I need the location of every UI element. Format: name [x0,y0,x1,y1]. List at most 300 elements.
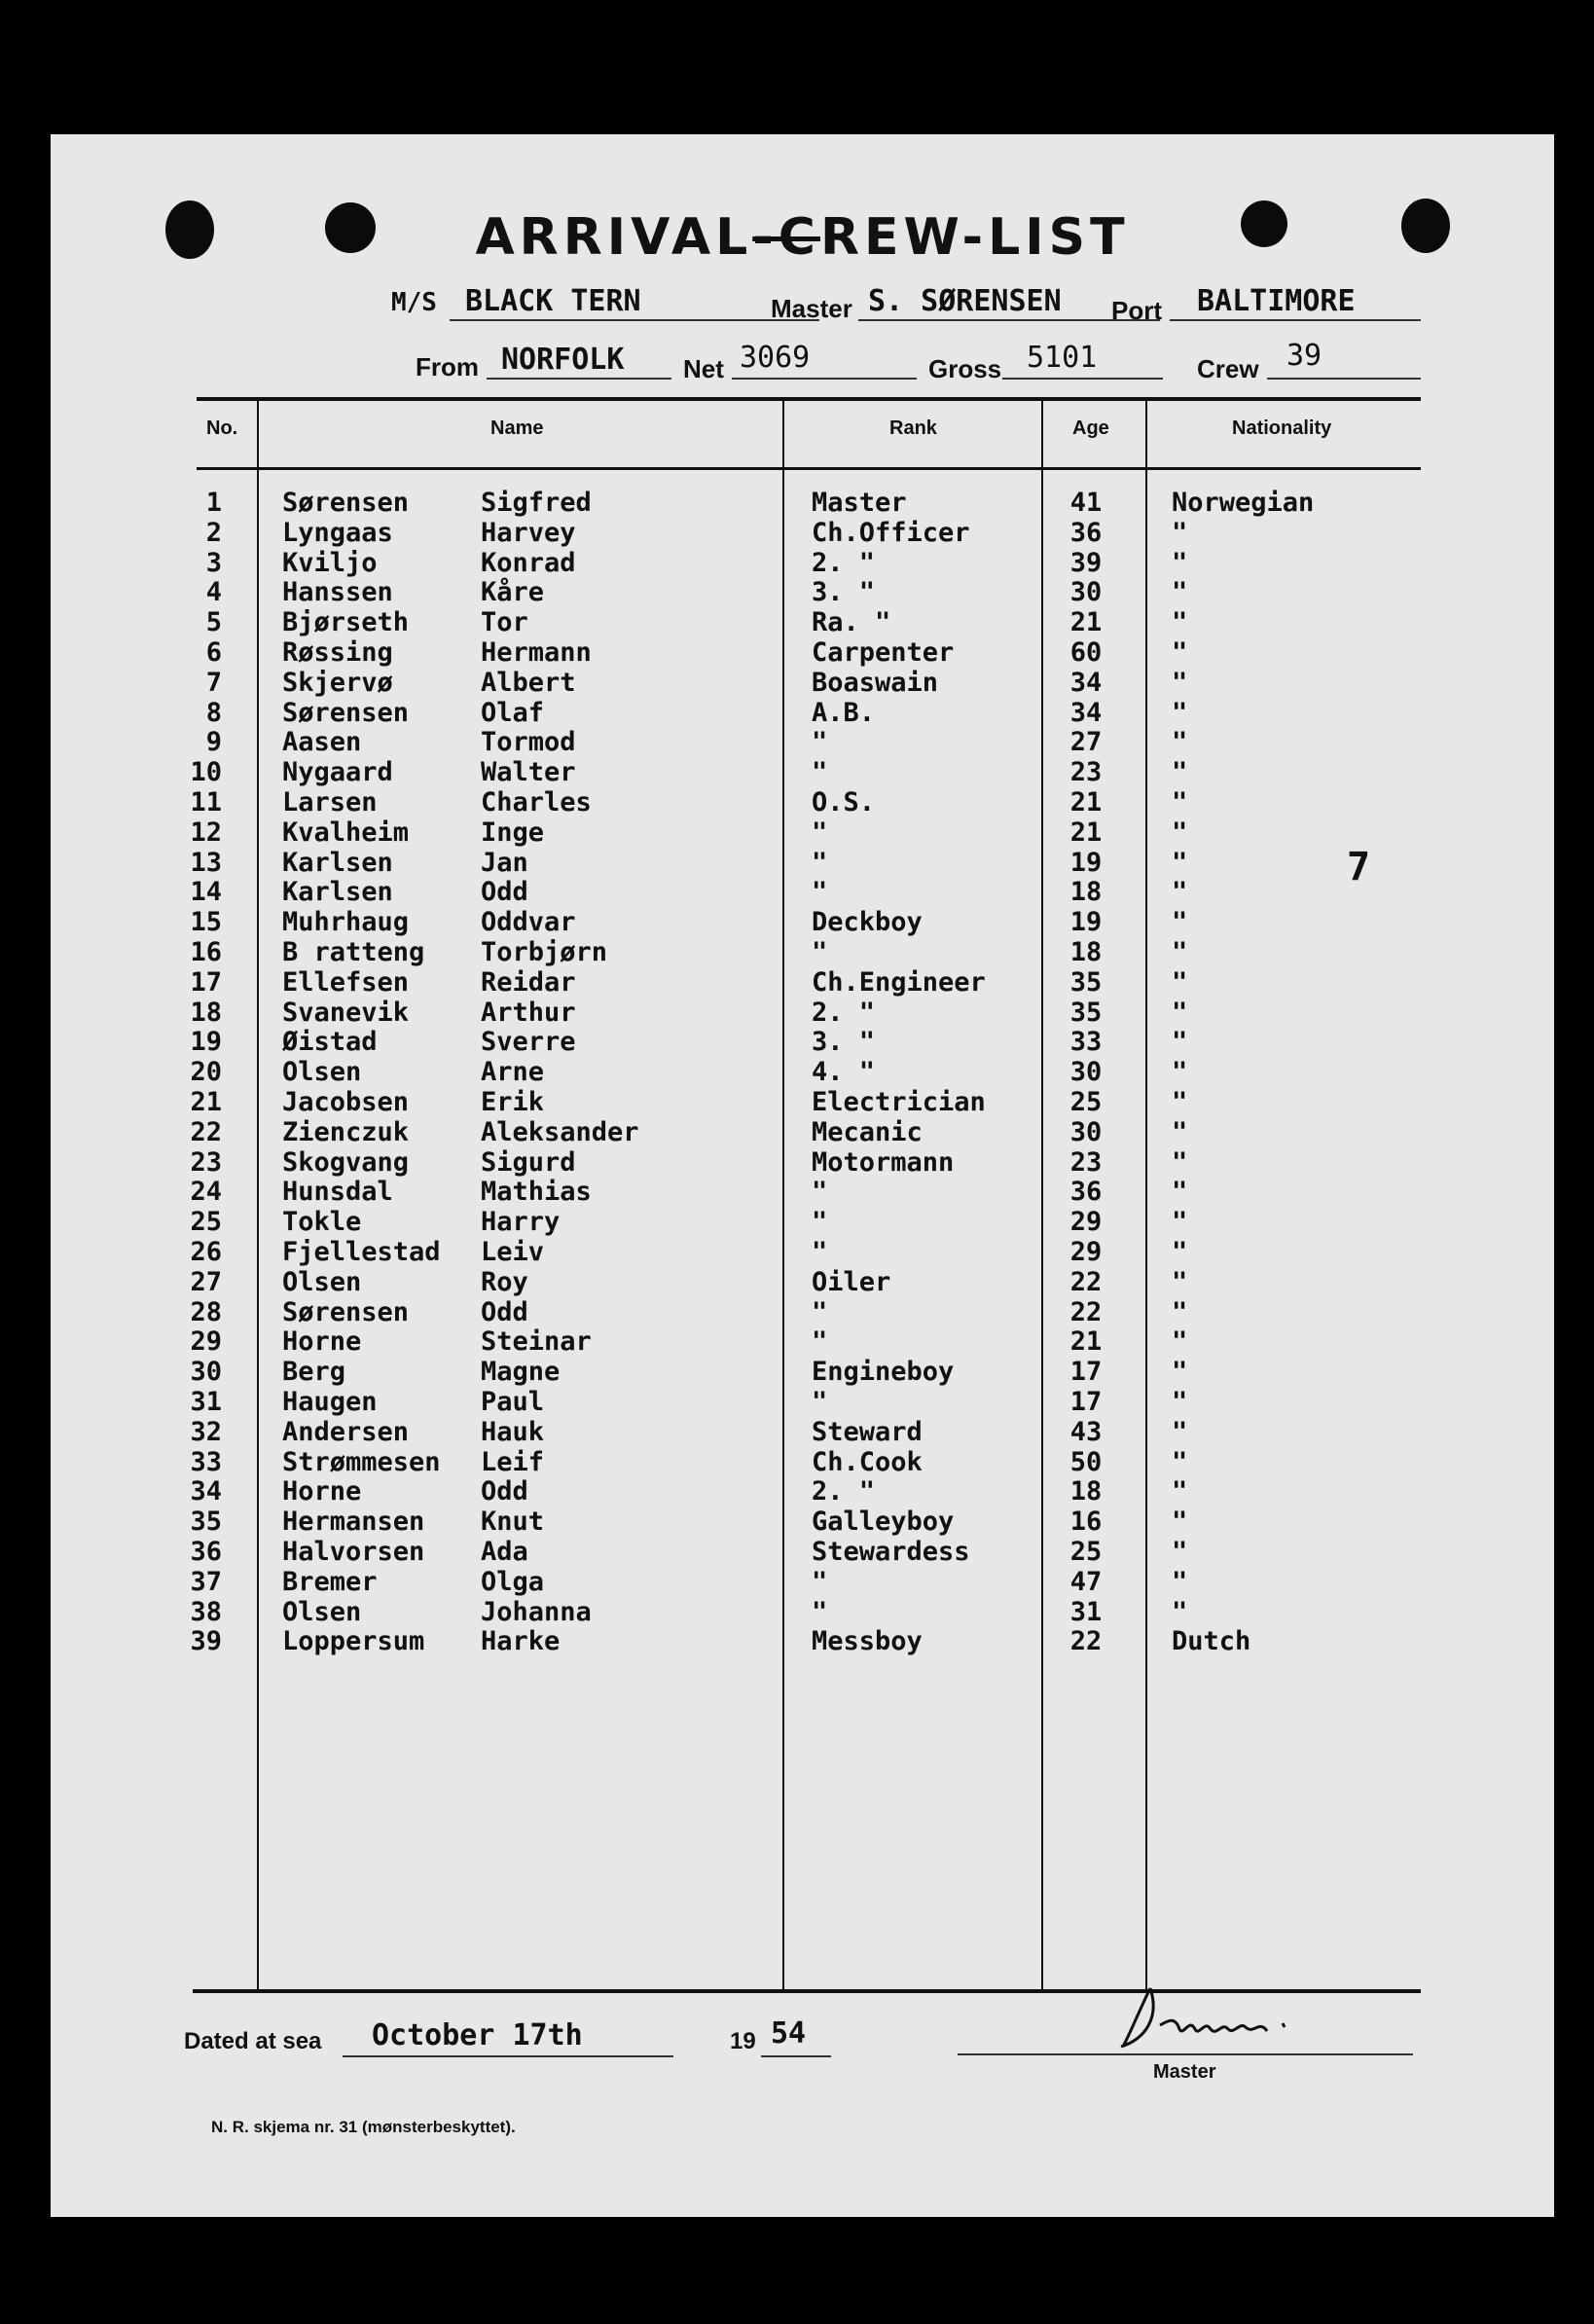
crew-row [51,1177,1554,1207]
row-given-name: Ada [481,1537,528,1567]
row-no: 38 [190,1596,222,1627]
row-rank: Oiler [812,1266,891,1297]
net-underline [732,378,917,380]
row-age: 21 [1069,607,1103,638]
row-surname: Øistad [282,1027,378,1058]
row-surname: Skogvang [282,1146,410,1178]
row-nationality: " [1172,697,1188,728]
row-nationality: " [1172,817,1188,848]
row-rank: Electrician [812,1087,986,1117]
row-rank: " [812,1296,828,1327]
crew-row [51,1027,1554,1057]
net-tonnage: 3069 [740,341,811,375]
year-prefix: 19 [730,2028,756,2054]
table-top-rule [197,397,1421,401]
crew-row [51,577,1554,607]
row-rank: O.S. [812,787,876,817]
row-nationality: " [1172,1266,1188,1297]
row-given-name: Hauk [481,1416,545,1447]
row-rank: Steward [812,1416,923,1447]
margin-mark: 7 [1347,845,1371,890]
row-no: 15 [190,907,222,938]
crew-row [51,757,1554,787]
row-nationality: " [1172,1537,1188,1567]
row-nationality: " [1172,997,1188,1028]
row-rank: " [812,1596,828,1627]
row-age: 18 [1069,937,1103,967]
row-rank: Ch.Cook [812,1446,923,1477]
gross-underline [1002,378,1163,380]
row-given-name: Arne [481,1057,545,1088]
row-nationality: " [1172,1296,1188,1327]
row-age: 19 [1069,847,1103,878]
row-given-name: Erik [481,1087,545,1117]
crew-row [51,1447,1554,1477]
row-surname: Muhrhaug [282,907,410,938]
row-age: 47 [1069,1566,1103,1597]
row-no: 34 [190,1476,222,1507]
row-age: 33 [1069,1027,1103,1058]
row-no: 3 [205,547,222,578]
row-rank: Engineboy [812,1357,955,1388]
crew-row [51,848,1554,878]
crew-row [51,907,1554,937]
row-given-name: Leif [481,1446,545,1477]
row-given-name: Magne [481,1357,561,1388]
row-no: 2 [205,517,222,548]
row-nationality: " [1172,1177,1188,1208]
row-given-name: Walter [481,757,576,788]
row-rank: " [812,1177,828,1208]
row-age: 50 [1069,1446,1103,1477]
row-age: 31 [1069,1596,1103,1627]
row-no: 9 [205,727,222,758]
row-surname: Horne [282,1476,362,1507]
row-given-name: Mathias [481,1177,592,1208]
row-rank: Master [812,488,907,518]
crew-row [51,1237,1554,1267]
row-age: 25 [1069,1537,1103,1567]
crew-row [51,1297,1554,1327]
row-rank: Stewardess [812,1537,970,1567]
row-given-name: Reidar [481,966,576,998]
row-age: 23 [1069,1146,1103,1178]
row-nationality: " [1172,1027,1188,1058]
row-age: 27 [1069,727,1103,758]
row-surname: B ratteng [282,937,425,967]
year-suffix: 54 [771,2016,807,2051]
row-no: 1 [205,488,222,518]
row-surname: Olsen [282,1266,362,1297]
row-no: 27 [190,1266,222,1297]
crew-row [51,967,1554,998]
row-nationality: " [1172,787,1188,817]
row-given-name: Harke [481,1626,561,1657]
row-surname: Sørensen [282,488,410,518]
row-nationality: " [1172,577,1188,608]
port-label: Port [1111,296,1162,325]
crew-row [51,1387,1554,1417]
row-nationality: " [1172,877,1188,908]
row-no: 18 [190,997,222,1028]
row-no: 19 [190,1027,222,1058]
row-age: 39 [1069,547,1103,578]
row-surname: Larsen [282,787,378,817]
row-age: 23 [1069,757,1103,788]
crew-underline [1267,378,1421,380]
row-surname: Loppersum [282,1626,425,1657]
vessel-underline [450,319,819,321]
row-no: 32 [190,1416,222,1447]
row-no: 33 [190,1446,222,1477]
date-value: October 17th [372,2018,583,2052]
row-surname: Skjervø [282,667,393,698]
row-rank: " [812,817,828,848]
col-header-rank: Rank [889,418,937,439]
row-nationality: " [1172,727,1188,758]
crew-row [51,698,1554,728]
crew-row [51,1147,1554,1178]
row-no: 17 [190,966,222,998]
col-header-no: No. [206,418,238,439]
row-age: 35 [1069,966,1103,998]
row-no: 22 [190,1116,222,1147]
row-nationality: " [1172,907,1188,938]
row-nationality: " [1172,547,1188,578]
master-label: Master [771,294,852,323]
row-no: 25 [190,1207,222,1238]
row-given-name: Konrad [481,547,576,578]
crew-row [51,1476,1554,1507]
row-age: 16 [1069,1507,1103,1538]
row-given-name: Albert [481,667,576,698]
row-rank: " [812,1237,828,1267]
row-surname: Kviljo [282,547,378,578]
row-age: 22 [1069,1296,1103,1327]
row-nationality: " [1172,1596,1188,1627]
row-rank: " [812,877,828,908]
row-given-name: Tor [481,607,528,638]
row-given-name: Sverre [481,1027,576,1058]
gross-tonnage: 5101 [1027,341,1098,375]
form-title [51,208,1554,267]
row-age: 18 [1069,877,1103,908]
row-no: 20 [190,1057,222,1088]
row-rank: 2. " [812,1476,876,1507]
row-nationality: " [1172,1446,1188,1477]
row-age: 17 [1069,1357,1103,1388]
crew-row [51,877,1554,907]
row-surname: Kvalheim [282,817,410,848]
row-age: 30 [1069,1116,1103,1147]
crew-row [51,1267,1554,1297]
row-age: 36 [1069,1177,1103,1208]
row-given-name: Hermann [481,637,592,668]
row-surname: Andersen [282,1416,410,1447]
crew-row [51,1357,1554,1387]
row-given-name: Leiv [481,1237,545,1267]
row-nationality: " [1172,1326,1188,1358]
row-given-name: Odd [481,1296,528,1327]
crew-row [51,1626,1554,1656]
row-given-name: Jan [481,847,528,878]
row-given-name: Charles [481,787,592,817]
col-header-age: Age [1072,418,1109,439]
row-nationality: " [1172,1416,1188,1447]
row-given-name: Odd [481,877,528,908]
master-signature [1111,1979,1325,2056]
crew-row [51,1417,1554,1447]
row-nationality: " [1172,1507,1188,1538]
row-surname: Hunsdal [282,1177,393,1208]
row-nationality: " [1172,966,1188,998]
row-nationality: " [1172,1387,1188,1417]
master-name: S. SØRENSEN [868,284,1062,318]
row-nationality: " [1172,637,1188,668]
crew-row [51,1117,1554,1147]
row-age: 18 [1069,1476,1103,1507]
row-no: 16 [190,937,222,967]
crew-row [51,1326,1554,1357]
row-given-name: Tormod [481,727,576,758]
row-surname: Halvorsen [282,1537,425,1567]
row-age: 29 [1069,1207,1103,1238]
crew-row [51,637,1554,668]
row-no: 39 [190,1626,222,1657]
row-no: 12 [190,817,222,848]
row-nationality: " [1172,1116,1188,1147]
row-surname: Haugen [282,1387,378,1417]
date-underline [343,2055,673,2057]
row-nationality: " [1172,607,1188,638]
row-no: 14 [190,877,222,908]
row-no: 5 [205,607,222,638]
row-no: 11 [190,787,222,817]
row-rank: " [812,757,828,788]
row-nationality: " [1172,757,1188,788]
row-surname: Tokle [282,1207,362,1238]
crew-row [51,1537,1554,1567]
row-given-name: Oddvar [481,907,576,938]
crew-row [51,607,1554,637]
crew-row [51,488,1554,518]
row-age: 17 [1069,1387,1103,1417]
title-crew-list: REW-LIST [819,208,1130,267]
row-age: 22 [1069,1626,1103,1657]
crew-row [51,1207,1554,1237]
row-surname: Sørensen [282,1296,410,1327]
col-header-nationality: Nationality [1232,418,1332,439]
row-surname: Karlsen [282,877,393,908]
row-rank: Ch.Engineer [812,966,986,998]
row-given-name: Sigfred [481,488,592,518]
row-no: 37 [190,1566,222,1597]
row-surname: Ellefsen [282,966,410,998]
crew-row [51,668,1554,698]
row-rank: 3. " [812,1027,876,1058]
row-given-name: Harvey [481,517,576,548]
row-age: 21 [1069,787,1103,817]
row-surname: Olsen [282,1596,362,1627]
row-no: 23 [190,1146,222,1178]
row-rank: 4. " [812,1057,876,1088]
row-surname: Horne [282,1326,362,1358]
row-surname: Nygaard [282,757,393,788]
row-surname: Olsen [282,1057,362,1088]
title-arrival: ARRIVAL [475,208,753,267]
row-no: 36 [190,1537,222,1567]
crew-row [51,1567,1554,1597]
crew-row [51,998,1554,1028]
row-nationality: Norwegian [1172,488,1315,518]
row-no: 26 [190,1237,222,1267]
row-no: 35 [190,1507,222,1538]
row-surname: Karlsen [282,847,393,878]
crew-row [51,548,1554,578]
crew-row [51,1057,1554,1087]
row-no: 31 [190,1387,222,1417]
row-nationality: " [1172,1566,1188,1597]
dated-label: Dated at sea [184,2028,322,2054]
row-no: 24 [190,1177,222,1208]
from-underline [487,378,671,380]
row-given-name: Roy [481,1266,528,1297]
row-rank: " [812,727,828,758]
row-given-name: Olaf [481,697,545,728]
row-nationality: " [1172,1207,1188,1238]
from-port: NORFOLK [501,343,625,377]
row-no: 29 [190,1326,222,1358]
row-no: 8 [205,697,222,728]
row-nationality: " [1172,1146,1188,1178]
row-age: 21 [1069,817,1103,848]
row-surname: Strømmesen [282,1446,441,1477]
net-label: Net [683,354,724,383]
row-age: 43 [1069,1416,1103,1447]
crew-row [51,1597,1554,1627]
row-age: 36 [1069,517,1103,548]
row-nationality: " [1172,937,1188,967]
row-no: 6 [205,637,222,668]
row-rank: Boaswain [812,667,939,698]
row-surname: Berg [282,1357,346,1388]
row-age: 34 [1069,697,1103,728]
row-given-name: Sigurd [481,1146,576,1178]
crew-row [51,727,1554,757]
row-no: 28 [190,1296,222,1327]
row-no: 4 [205,577,222,608]
col-header-name: Name [490,418,544,439]
row-age: 34 [1069,667,1103,698]
crew-row [51,518,1554,548]
crew-row [51,817,1554,848]
crew-row [51,787,1554,817]
row-given-name: Knut [481,1507,545,1538]
row-nationality: Dutch [1172,1626,1251,1657]
crew-label: Crew [1197,354,1259,383]
row-given-name: Torbjørn [481,937,608,967]
row-no: 30 [190,1357,222,1388]
vessel-name: BLACK TERN [465,284,641,318]
row-rank: A.B. [812,697,876,728]
row-nationality: " [1172,1087,1188,1117]
row-nationality: " [1172,1057,1188,1088]
row-nationality: " [1172,517,1188,548]
row-age: 21 [1069,1326,1103,1358]
row-surname: Zienczuk [282,1116,410,1147]
gross-label: Gross [928,354,1002,383]
row-given-name: Johanna [481,1596,592,1627]
row-surname: Bjørseth [282,607,410,638]
row-surname: Bremer [282,1566,378,1597]
row-given-name: Aleksander [481,1116,639,1147]
row-age: 35 [1069,997,1103,1028]
row-rank: " [812,1326,828,1358]
row-surname: Hanssen [282,577,393,608]
row-rank: 2. " [812,547,876,578]
row-nationality: " [1172,847,1188,878]
row-no: 10 [190,757,222,788]
row-age: 25 [1069,1087,1103,1117]
header-bottom-rule [197,467,1421,470]
row-no: 7 [205,667,222,698]
row-age: 29 [1069,1237,1103,1267]
row-surname: Sørensen [282,697,410,728]
row-given-name: Harry [481,1207,561,1238]
row-given-name: Inge [481,817,545,848]
row-given-name: Kåre [481,577,545,608]
row-given-name: Paul [481,1387,545,1417]
row-rank: " [812,847,828,878]
row-rank: Mecanic [812,1116,923,1147]
row-age: 30 [1069,577,1103,608]
row-rank: Motormann [812,1146,955,1178]
row-rank: " [812,1387,828,1417]
row-rank: Carpenter [812,637,955,668]
row-rank: Deckboy [812,907,923,938]
row-nationality: " [1172,1476,1188,1507]
title-struck: -C [752,208,820,267]
row-surname: Lyngaas [282,517,393,548]
crew-row [51,1507,1554,1537]
row-rank: 3. " [812,577,876,608]
from-label: From [416,352,479,381]
row-rank: Ch.Officer [812,517,970,548]
row-surname: Svanevik [282,997,410,1028]
port-underline [1170,319,1421,321]
vessel-type: M/S [391,288,437,317]
row-surname: Røssing [282,637,393,668]
row-nationality: " [1172,1357,1188,1388]
row-no: 21 [190,1087,222,1117]
row-given-name: Odd [481,1476,528,1507]
row-rank: " [812,1207,828,1238]
row-rank: Messboy [812,1626,923,1657]
row-surname: Fjellestad [282,1237,441,1267]
row-no: 13 [190,847,222,878]
row-given-name: Arthur [481,997,576,1028]
row-age: 60 [1069,637,1103,668]
row-surname: Aasen [282,727,362,758]
row-rank: Ra. " [812,607,891,638]
row-given-name: Olga [481,1566,545,1597]
signature-label: Master [1153,2061,1216,2083]
row-surname: Hermansen [282,1507,425,1538]
row-given-name: Steinar [481,1326,592,1358]
row-nationality: " [1172,1237,1188,1267]
row-rank: Galleyboy [812,1507,955,1538]
crew-row [51,937,1554,967]
